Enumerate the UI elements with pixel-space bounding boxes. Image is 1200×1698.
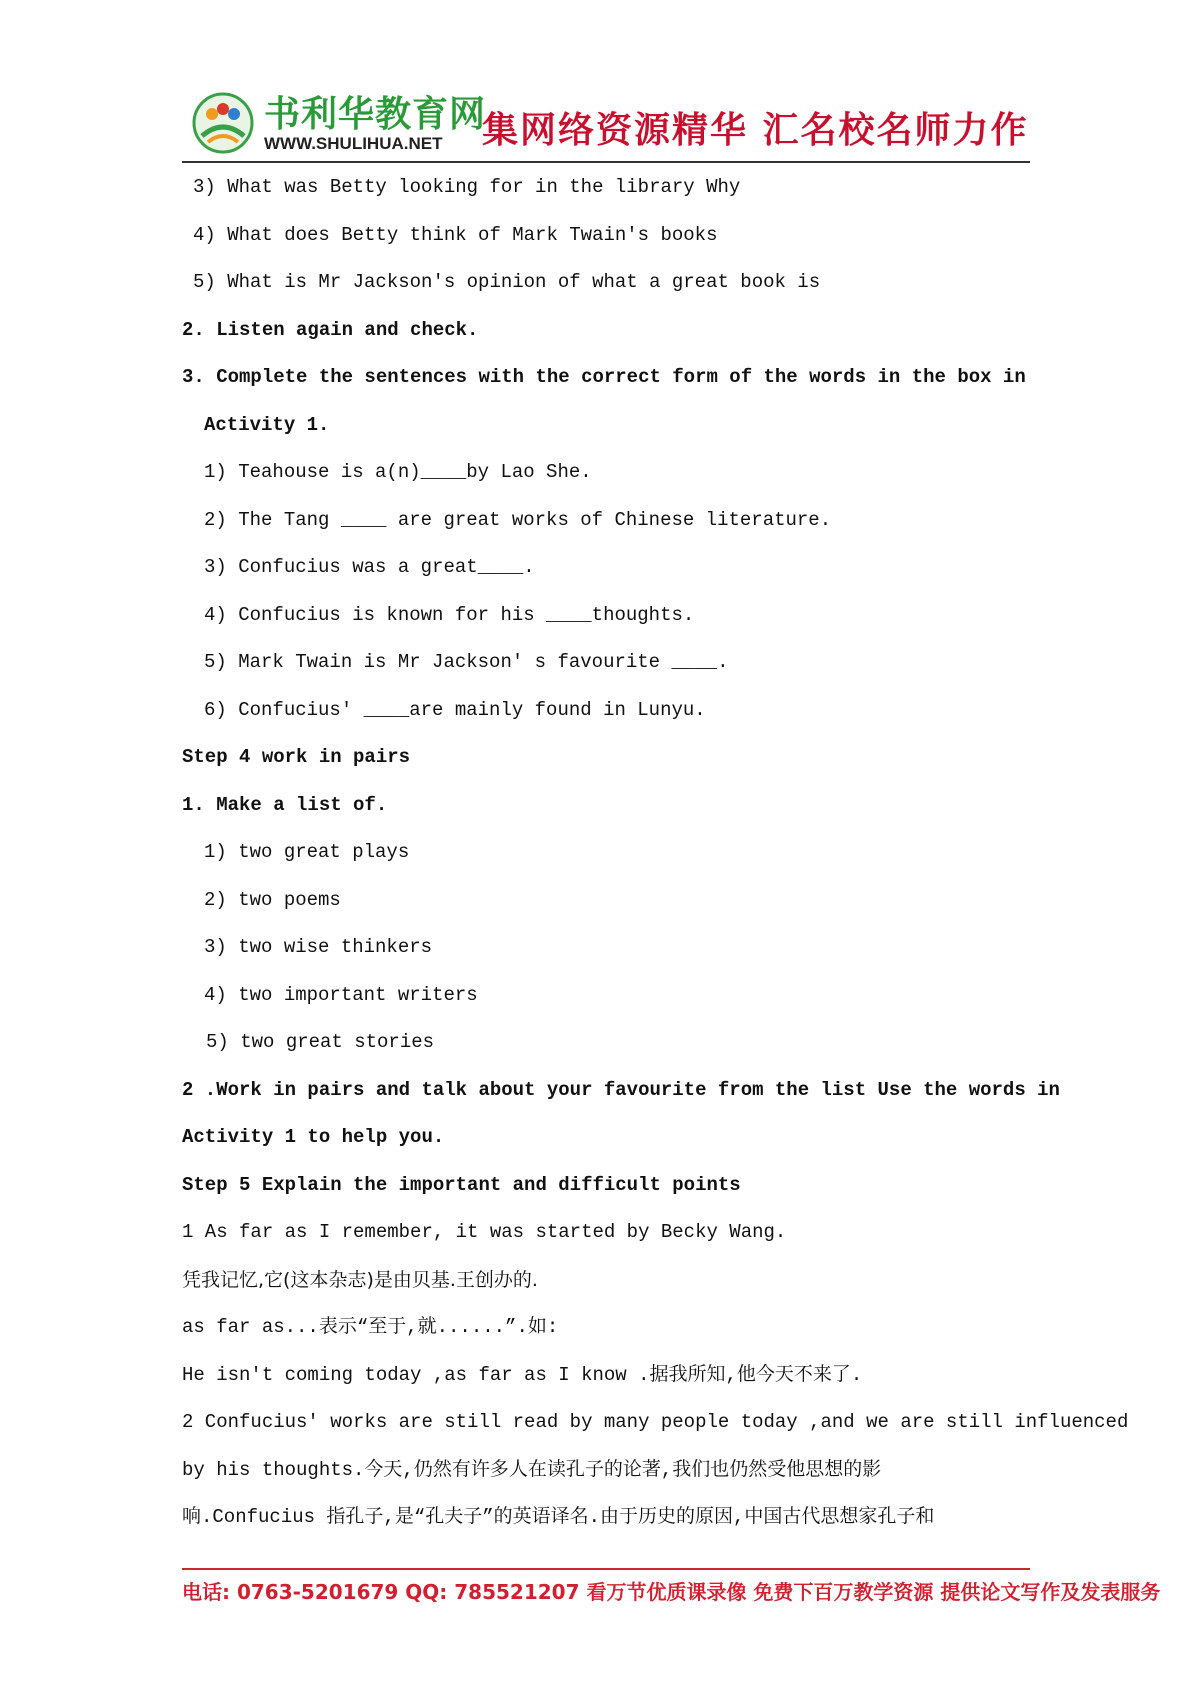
logo-icon <box>192 92 254 154</box>
pair-work-heading-cont: Activity 1 to help you. <box>182 1126 445 1148</box>
sentence-2: 2) The Tang ____ are great works of Chinese literature. <box>204 508 832 531</box>
point-1-translation: 凭我记忆,它(这本杂志)是由贝基.王创办的. <box>182 1268 538 1291</box>
point-1: 1 As far as I remember, it was started by Becky Wang. <box>182 1221 787 1243</box>
question-3: 3) What was Betty looking for in the library Why <box>193 176 741 198</box>
footer-divider <box>182 1568 1030 1570</box>
list-item-2: 2) two poems <box>204 888 341 911</box>
activity-3-heading-cont: Activity 1. <box>204 413 330 436</box>
point-2-cont: by his thoughts.今天,仍然有许多人在读孔子的论著,我们也仍然受他思想的影 <box>182 1458 882 1481</box>
pair-work-heading: 2 .Work in pairs and talk about your favourite from the list Use the words in <box>182 1078 1060 1101</box>
header-divider <box>182 161 1030 163</box>
brand-name: 书利华教育网 <box>264 94 487 135</box>
activity-3-heading: 3. Complete the sentences with the correct form of the words in the box in <box>182 366 1026 388</box>
brand-url: WWW.SHULIHUA.NET <box>264 134 443 153</box>
activity-2-heading: 2. Listen again and check. <box>182 318 479 341</box>
sentence-4: 4) Confucius is known for his ____thoughts. <box>204 603 695 626</box>
list-item-5: 5) two great stories <box>206 1031 435 1053</box>
question-5: 5) What is Mr Jackson's opinion of what a great book is <box>193 271 821 293</box>
sentence-1: 1) Teahouse is a(n)____by Lao She. <box>204 461 592 483</box>
sentence-6: 6) Confucius' ____are mainly found in Lunyu. <box>204 698 706 721</box>
sentence-5: 5) Mark Twain is Mr Jackson' s favourite ____. <box>204 651 729 673</box>
point-1-example: He isn't coming today ,as far as I know .据我所知,他今天不来了. <box>182 1363 863 1386</box>
list-item-1: 1) two great plays <box>204 841 410 863</box>
list-item-3: 3) two wise thinkers <box>204 936 433 958</box>
header-slogan: 集网络资源精华 汇名校名师力作 <box>482 110 1029 151</box>
point-1-explanation: as far as...表示“至于,就......”.如: <box>182 1316 559 1338</box>
make-list-heading: 1. Make a list of. <box>182 793 388 816</box>
sentence-3: 3) Confucius was a great____. <box>204 556 535 578</box>
question-4: 4) What does Betty think of Mark Twain's books <box>193 223 718 246</box>
site-header <box>182 86 1028 162</box>
footer-contact: 电话: 0763-5201679 QQ: 785521207 看万节优质课录像 免费下百万教学资源 提供论文写作及发表服务 <box>182 1580 1161 1604</box>
document-body <box>182 172 1129 1550</box>
step-4-heading: Step 4 work in pairs <box>182 746 411 768</box>
step-5-heading: Step 5 Explain the important and difficult points <box>182 1173 741 1196</box>
point-2: 2 Confucius' works are still read by many people today ,and we are still influenced <box>182 1411 1129 1433</box>
point-2-explanation: 响.Confucius 指孔子,是“孔夫子”的英语译名.由于历史的原因,中国古代思想家孔子和 <box>182 1506 935 1528</box>
list-item-4: 4) two important writers <box>204 983 478 1006</box>
